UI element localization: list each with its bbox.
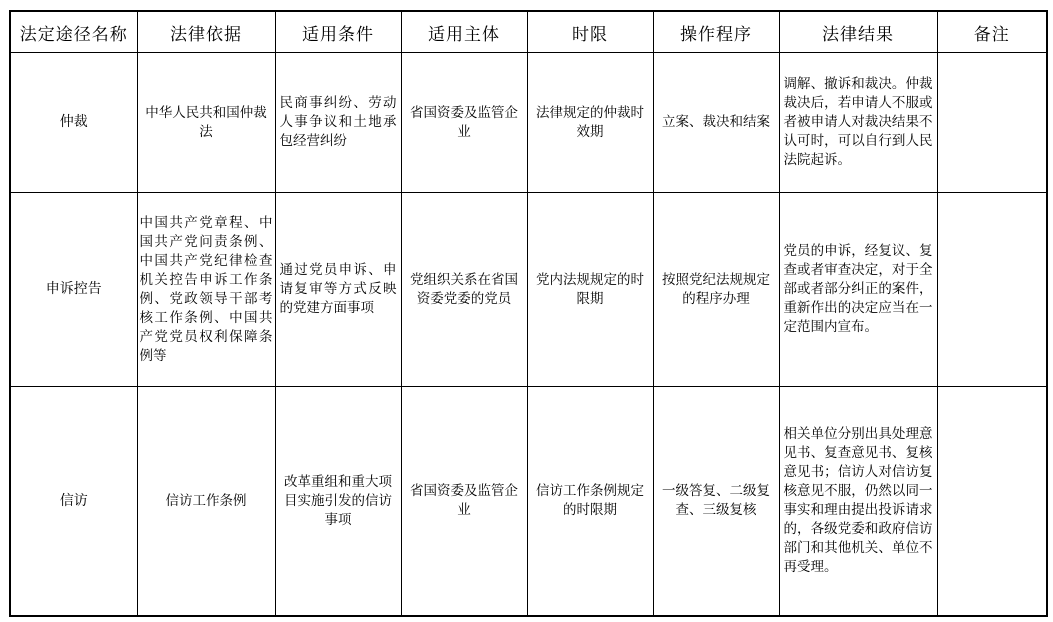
cell-name: 信访 — [10, 387, 137, 617]
table-container — [9, 10, 1046, 614]
cell-basis: 中华人民共和国仲裁法 — [137, 53, 275, 193]
cell-subject: 省国资委及监管企业 — [401, 387, 527, 617]
cell-time-limit: 法律规定的仲裁时效期 — [527, 53, 653, 193]
cell-procedure: 按照党纪法规规定的程序办理 — [653, 193, 779, 387]
header-subject: 适用主体 — [401, 11, 527, 53]
header-result: 法律结果 — [779, 11, 937, 53]
cell-subject: 省国资委及监管企业 — [401, 53, 527, 193]
cell-remark — [937, 193, 1047, 387]
header-remark: 备注 — [937, 11, 1047, 53]
header-condition: 适用条件 — [275, 11, 401, 53]
cell-remark — [937, 53, 1047, 193]
cell-name: 仲裁 — [10, 53, 137, 193]
header-name: 法定途径名称 — [10, 11, 137, 53]
cell-result: 相关单位分别出具处理意见书、复查意见书、复核意见书；信访人对信访复核意见不服，仍然以同一事实和理由提出投诉请求的，各级党委和政府信访部门和其他机关、单位不再受理。 — [779, 387, 937, 617]
cell-procedure: 立案、裁决和结案 — [653, 53, 779, 193]
table-row — [10, 387, 1047, 617]
cell-condition: 改革重组和重大项目实施引发的信访事项 — [275, 387, 401, 617]
cell-time-limit: 信访工作条例规定的时限期 — [527, 387, 653, 617]
cell-time-limit: 党内法规规定的时限期 — [527, 193, 653, 387]
cell-procedure: 一级答复、二级复查、三级复核 — [653, 387, 779, 617]
legal-channels-table — [9, 10, 1048, 617]
cell-condition: 民商事纠纷、劳动人事争议和土地承包经营纠纷 — [275, 53, 401, 193]
cell-condition: 通过党员申诉、申请复审等方式反映的党建方面事项 — [275, 193, 401, 387]
cell-basis: 中国共产党章程、中国共产党问责条例、中国共产党纪律检查机关控告申诉工作条例、党政领导干部考核工作条例、中国共产党党员权利保障条例等 — [137, 193, 275, 387]
cell-basis: 信访工作条例 — [137, 387, 275, 617]
header-time-limit: 时限 — [527, 11, 653, 53]
cell-subject: 党组织关系在省国资委党委的党员 — [401, 193, 527, 387]
header-procedure: 操作程序 — [653, 11, 779, 53]
table-row — [10, 193, 1047, 387]
table-row — [10, 53, 1047, 193]
header-row — [10, 11, 1047, 53]
cell-result: 党员的申诉，经复议、复查或者审查决定，对于全部或者部分纠正的案件，重新作出的决定应当在一定范围内宣布。 — [779, 193, 937, 387]
cell-result: 调解、撤诉和裁决。仲裁裁决后，若申请人不服或者被申请人对裁决结果不认可时，可以自行到人民法院起诉。 — [779, 53, 937, 193]
cell-name: 申诉控告 — [10, 193, 137, 387]
header-basis: 法律依据 — [137, 11, 275, 53]
cell-remark — [937, 387, 1047, 617]
